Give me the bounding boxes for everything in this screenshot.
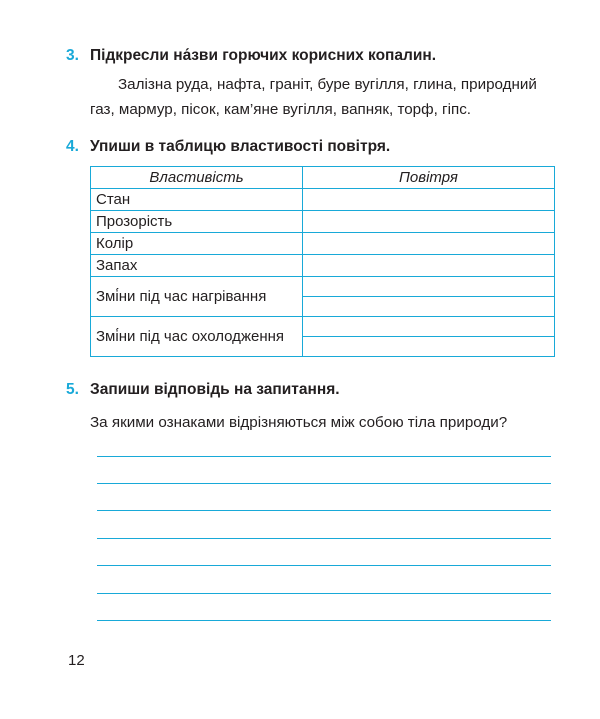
page-number: 12 [68,652,85,669]
answer-line-1[interactable] [97,456,551,457]
task-3-text: Залізна руда, нафта, граніт, буре вугілля, глина, природний газ, мармур, пісок, кам’яне вугілля, вапняк, торф, гіпс. [90,76,537,118]
task-5-number: 5. [66,381,79,398]
table-row [91,233,555,255]
row-label-transparency: Прозорість [91,211,303,233]
answer-cell-transparency[interactable] [303,211,555,233]
task-3-number: 3. [66,47,79,64]
task-5-question: За якими ознаками відрізняються між собою тіла природи? [90,414,508,431]
answer-line-2[interactable] [97,483,551,484]
table-row [91,189,555,211]
table-row [91,317,555,337]
row-label-cooling: Змі́ни під час охолодження [91,317,303,357]
task-5-title: Запиши відповідь на запитання. [90,381,340,398]
answer-line-3[interactable] [97,510,551,511]
row-label-smell: Запах [91,255,303,277]
answer-line-7[interactable] [97,620,551,621]
properties-table [90,166,555,357]
task-3-heading [66,47,436,65]
row-label-state: Стан [91,189,303,211]
header-air: Повітря [303,167,555,189]
table-header-row [91,167,555,189]
table-row [91,277,555,297]
answer-cell-color[interactable] [303,233,555,255]
task-4-heading [66,138,390,156]
header-property: Властивість [91,167,303,189]
answer-line-5[interactable] [97,565,551,566]
task-4-title: Упиши в таблицю властивості повітря. [90,138,391,155]
task-4-number: 4. [66,138,79,155]
table-row [91,255,555,277]
task-5-heading [66,381,340,399]
answer-cell-heating-1[interactable] [303,277,555,297]
row-label-color: Колір [91,233,303,255]
row-label-heating: Змі́ни під час нагрівання [91,277,303,317]
table-row [91,211,555,233]
answer-cell-smell[interactable] [303,255,555,277]
answer-cell-cooling-1[interactable] [303,317,555,337]
answer-cell-state[interactable] [303,189,555,211]
answer-line-4[interactable] [97,538,551,539]
answer-cell-heating-2[interactable] [303,297,555,317]
answer-line-6[interactable] [97,593,551,594]
answer-cell-cooling-2[interactable] [303,337,555,357]
task-3-title: Підкресли на́зви горючих корисних копалин. [90,47,437,64]
